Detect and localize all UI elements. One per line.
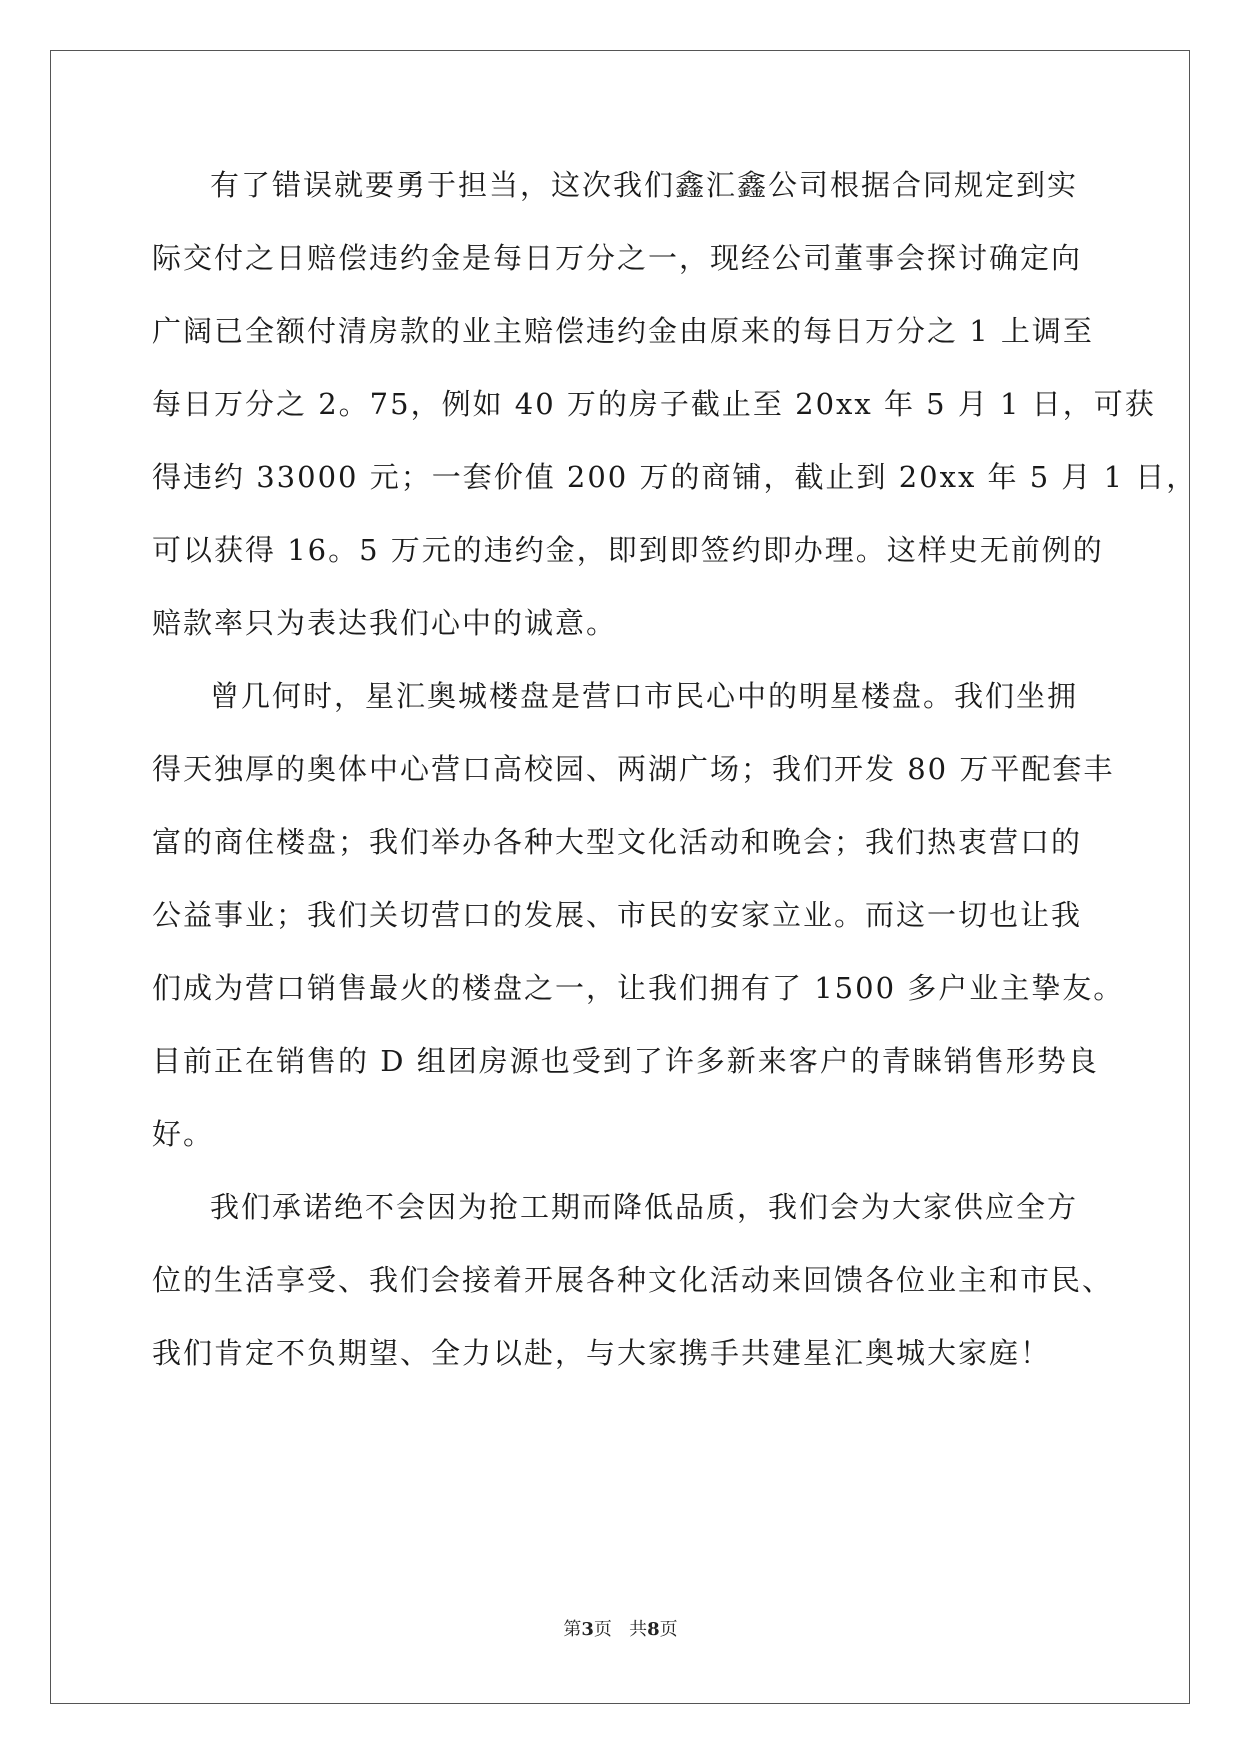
page-suffix: 页 — [659, 1619, 678, 1640]
paragraph-1-line-5: 得违约 33000 元；一套价值 200 万的商铺，截止到 20xx 年 5 月 1 日， — [152, 460, 1198, 494]
paragraph-1-line-7: 赔款率只为表达我们心中的诚意。 — [152, 606, 618, 640]
page-border — [50, 50, 1190, 1704]
paragraph-1-line-4: 每日万分之 2。75，例如 40 万的房子截止至 20xx 年 5 月 1 日，可获 — [152, 387, 1156, 421]
page-total-number: 8 — [647, 1619, 660, 1640]
paragraph-2-line-1: 曾几何时，星汇奥城楼盘是营口市民心中的明星楼盘。我们坐拥 — [210, 679, 1079, 713]
page-mid: 页 共 — [593, 1619, 648, 1640]
paragraph-2-line-4: 公益事业；我们关切营口的发展、市民的安家立业。而这一切也让我 — [152, 898, 1083, 932]
page-prefix: 第 — [563, 1619, 582, 1640]
paragraph-2-line-3: 富的商住楼盘；我们举办各种大型文化活动和晚会；我们热衷营口的 — [152, 825, 1083, 859]
paragraph-2-line-6: 目前正在销售的 D 组团房源也受到了许多新来客户的青睐销售形势良 — [152, 1044, 1099, 1078]
page-current-number: 3 — [581, 1619, 594, 1640]
paragraph-3-line-1: 我们承诺绝不会因为抢工期而降低品质，我们会为大家供应全方 — [210, 1190, 1079, 1224]
paragraph-3-line-2: 位的生活享受、我们会接着开展各种文化活动来回馈各位业主和市民、 — [152, 1263, 1114, 1297]
paragraph-1-line-2: 际交付之日赔偿违约金是每日万分之一，现经公司董事会探讨确定向 — [152, 241, 1083, 275]
page-footer — [0, 1615, 1241, 1641]
paragraph-1-line-1: 有了错误就要勇于担当，这次我们鑫汇鑫公司根据合同规定到实 — [210, 168, 1079, 202]
paragraph-1-line-3: 广阔已全额付清房款的业主赔偿违约金由原来的每日万分之 1 上调至 — [152, 314, 1094, 348]
paragraph-2-line-2: 得天独厚的奥体中心营口高校园、两湖广场；我们开发 80 万平配套丰 — [152, 752, 1115, 786]
paragraph-1-line-6: 可以获得 16。5 万元的违约金，即到即签约即办理。这样史无前例的 — [152, 533, 1104, 567]
paragraph-2-line-7: 好。 — [152, 1117, 215, 1151]
paragraph-2-line-5: 们成为营口销售最火的楼盘之一，让我们拥有了 1500 多户业主挚友。 — [152, 971, 1125, 1005]
paragraph-3-line-3: 我们肯定不负期望、全力以赴，与大家携手共建星汇奥城大家庭！ — [152, 1336, 1052, 1370]
